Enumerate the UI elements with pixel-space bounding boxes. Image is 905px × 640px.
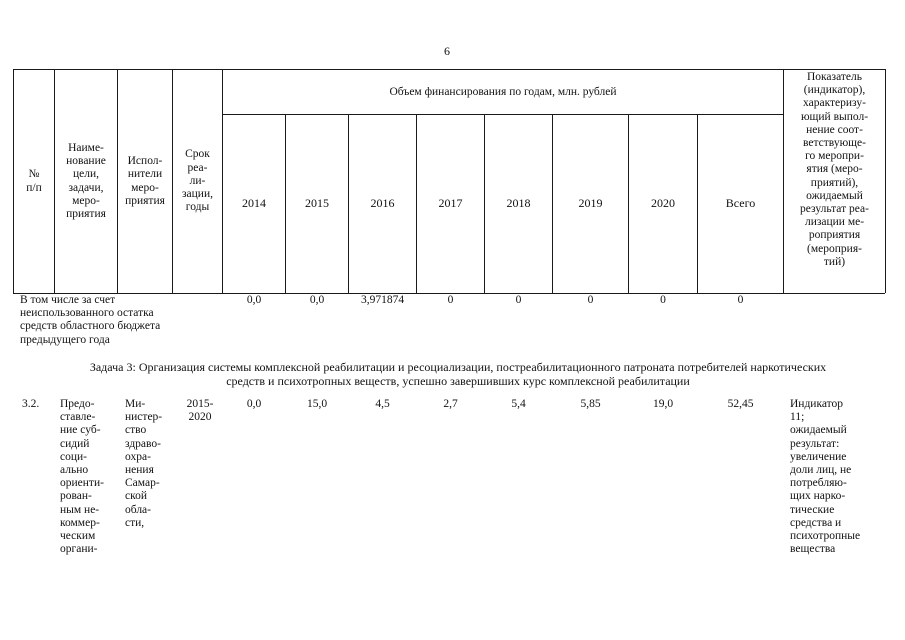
row-3-2-executors: Ми- нистер- ство здраво- охра- нения Самар- ской обла- сти, xyxy=(125,398,163,529)
row-3-2-value-2018: 5,4 xyxy=(511,398,526,410)
header-term: Срок реа- ли- зации, годы xyxy=(182,148,213,214)
header-year-2020: 2020 xyxy=(651,196,675,210)
header-year-2017: 2017 xyxy=(438,196,463,210)
row-3-2-name: Предо- ставле- ние суб- сидий соци- ально ориенти- рован- ным не- коммер- ческим органи- xyxy=(60,398,104,556)
residual-value-2019: 0 xyxy=(587,294,594,306)
header-total: Всего xyxy=(725,196,756,210)
header-year-2015: 2015 xyxy=(305,196,329,210)
row-3-2-value-2016: 4,5 xyxy=(375,398,390,410)
header-indicator: Показатель (индикатор), характеризу- ющий выпол- нение соот- ветствующе- го меропри- ятия (меро- приятий), ожидаемый результат реа- лизации ме- роприятия (мероприя- тий) xyxy=(800,71,869,268)
header-name: Наиме- нование цели, задачи, меро- приятия xyxy=(66,141,106,220)
row-3-2-term: 2015- 2020 xyxy=(186,398,214,424)
task-3-heading: Задача 3: Организация системы комплексной реабилитации и ресоциализации, постреабилитационного патроната потребителей наркотических средств и психотропных веществ, успешно завершивших курс комплексной реабилитации xyxy=(89,360,827,388)
row-3-2-indicator: Индикатор 11; ожидаемый результат: увеличение доли лиц, не потребляю- щих нарко- тические средства и психотропные вещества xyxy=(790,398,861,556)
header-year-2014: 2014 xyxy=(242,196,266,210)
header-funding-title: Объем финансирования по годам, млн. рублей xyxy=(389,86,617,98)
residual-value-2017: 0 xyxy=(447,294,454,306)
residual-value-2014: 0,0 xyxy=(246,294,262,306)
header-executors: Испол- нители меро- приятия xyxy=(125,155,165,207)
residual-row-label: В том числе за счет неиспользованного остатка средств областного бюджета предыдущего года xyxy=(20,294,161,346)
row-3-2-value-2020: 19,0 xyxy=(652,398,674,410)
row-3-2-value-2019: 5,85 xyxy=(580,398,601,410)
col-border-13 xyxy=(885,69,886,293)
residual-value-2016: 3,971874 xyxy=(360,294,405,306)
residual-value-2015: 0,0 xyxy=(309,294,325,306)
row-3-2-value-total: 52,45 xyxy=(727,398,754,410)
page-number: 6 xyxy=(444,44,450,58)
row-3-2-number: 3.2. xyxy=(22,398,40,410)
row-3-2-value-2017: 2,7 xyxy=(443,398,458,410)
col-border-4 xyxy=(222,69,223,293)
header-year-2018: 2018 xyxy=(506,196,531,210)
residual-value-2020: 0 xyxy=(660,294,666,306)
funding-title-underline xyxy=(222,114,783,115)
residual-value-2018: 0 xyxy=(515,294,522,306)
residual-value-total: 0 xyxy=(737,294,744,306)
row-3-2-value-2014: 0,0 xyxy=(246,398,262,410)
row-3-2-value-2015: 15,0 xyxy=(306,398,328,410)
header-year-2016: 2016 xyxy=(370,196,395,210)
header-num: № п/п xyxy=(26,168,42,194)
header-year-2019: 2019 xyxy=(578,196,603,210)
